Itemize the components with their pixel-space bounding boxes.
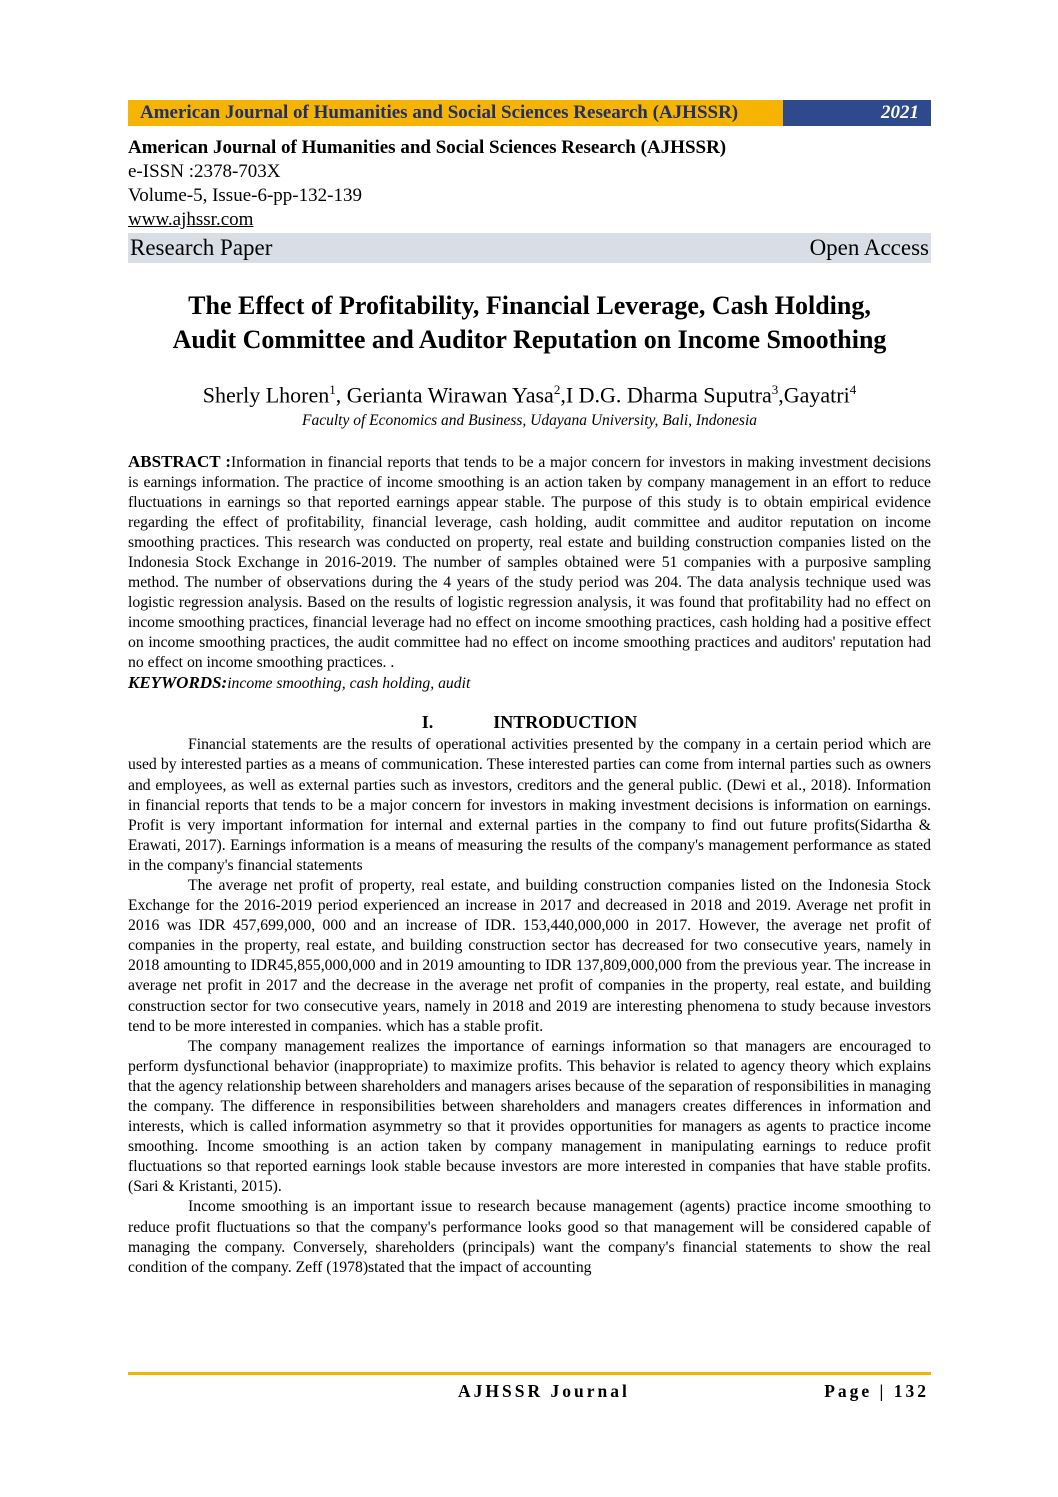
paper-type: Research Paper (130, 235, 273, 260)
paragraph: The average net profit of property, real estate, and building construction companies listed on the Indonesia Stock Exchange for the 2016-2019 period experienced an increase in 2017 and decreased in 2018 and 2019. Average net profit in 2016 was IDR 457,699,000, 000 and an increase of IDR. 153,440,000,000 in 2017. However, the average net profit of companies in the property, real estate, and building construction sector has decreased for two consecutive years, namely in 2018 amounting to IDR45,855,000,000 and in 2019 amounting to IDR 137,809,000,000 from the previous year. The increase in average net profit in 2017 and the decrease in the average net profit of companies in the property, real estate, and building construction sector for two consecutive years, namely in 2018 and 2019 are interesting phenomena to study because investors tend to be more interested in companies. which has a stable profit. (128, 876, 931, 1035)
journal-name: American Journal of Humanities and Social Sciences Research (AJHSSR) (128, 137, 727, 158)
paper-type-bar (128, 233, 931, 263)
affiliation: Faculty of Economics and Business, Udayana University, Bali, Indonesia (301, 412, 758, 430)
keywords-text: income smoothing, cash holding, audit (227, 675, 471, 693)
section-title: INTRODUCTION (493, 712, 638, 733)
author-superscript: 2 (553, 382, 561, 397)
abstract (128, 452, 931, 673)
running-header (128, 100, 931, 126)
paragraph: Income smoothing is an important issue to research because management (agents) practice income smoothing to reduce profit fluctuations so that the company's performance looks good so that management will be considered capable of managing the company. Conversely, shareholders (principals) want the company's financial statements to show the real condition of the company. Zeff (1978)stated that the impact of accounting (128, 1198, 931, 1276)
keywords (128, 673, 931, 694)
author-separator: , (778, 382, 784, 408)
author-separator: , (335, 382, 347, 408)
keywords-label: KEYWORDS: (128, 673, 228, 693)
author-name: Gayatri (783, 382, 850, 408)
author-list (128, 377, 931, 408)
paragraph: The company management realizes the importance of earnings information so that managers are encouraged to perform dysfunctional behavior (inappropriate) to maximize profits. This behavior is related to agency theory which explains that the agency relationship between shareholders and managers arises because of the separation of responsibilities in managing the company. The difference in responsibilities between shareholders and managers creates differences in information and interests, which is called information asymmetry so that it provides opportunities for managers as agents to practice income smoothing. Income smoothing is an action taken by company management in manipulating earnings to reduce profit fluctuations so that reported earnings look stable because investors are more interested in companies that have stable profits.(Sari & Kristanti, 2015). (128, 1037, 931, 1196)
page-footer (128, 1372, 931, 1401)
abstract-text: Information in financial reports that tends to be a major concern for investors in making investment decisions is earnings information. The practice of income smoothing is an action taken by company management in an effort to reduce fluctuations in earnings so that reported earnings appear stable. The purpose of this study is to obtain empirical evidence regarding the effect of profitability, financial leverage, cash holding, audit committee and auditor reputation on income smoothing practices. This research was conducted on property, real estate and building construction companies listed on the Indonesia Stock Exchange in 2016-2019. The number of samples obtained were 51 companies with a purposive sampling method. The number of observations during the 4 years of the study period was 204. The data analysis technique used was logistic regression analysis. Based on the results of logistic regression analysis, it was found that profitability had no effect on income smoothing practices, financial leverage had no effect on income smoothing practices, cash holding had a positive effect on income smoothing practices, the audit committee had no effect on income smoothing practices and auditors' reputation had no effect on income smoothing practices. . (128, 454, 931, 672)
running-header-journal: American Journal of Humanities and Social Sciences Research (AJHSSR) (128, 100, 783, 126)
journal-url-link[interactable]: www.ajhssr.com (128, 209, 254, 230)
author-superscript: 3 (771, 382, 779, 397)
section-heading (128, 712, 931, 733)
volume-issue: Volume-5, Issue-6-pp-132-139 (128, 185, 362, 206)
paragraph: Financial statements are the results of operational activities presented by the company in a certain period which are used by interested parties as a means of communication. These interested parties can come from internal parties such as owners and employees, as well as external parties such as investors, creditors and the general public. (Dewi et al., 2018). Information in financial reports that tends to be a major concern for investors in making investment decisions is information on earnings. Profit is very important information for internal and external parties in the company to find out future profits(Sidartha & Erawati, 2017). Earnings information is a means of measuring the results of the company's management performance as stated in the company's financial statements (128, 736, 931, 874)
running-header-year: 2021 (783, 100, 931, 126)
abstract-label: ABSTRACT : (128, 452, 232, 472)
author-name: Gerianta Wirawan Yasa (346, 382, 554, 408)
journal-meta (128, 136, 931, 232)
author-superscript: 1 (329, 382, 336, 397)
access-type: Open Access (809, 235, 929, 260)
issn: e-ISSN :2378-703X (128, 161, 281, 182)
author-separator: , (560, 382, 566, 408)
paper-title (128, 289, 931, 357)
section-number: I. (421, 712, 434, 733)
author-name: Sherly Lhoren (202, 382, 330, 408)
paper-page (128, 100, 931, 1278)
footer-journal: AJHSSR Journal (458, 1381, 630, 1401)
author-name: I D.G. Dharma Suputra (565, 382, 772, 408)
title-line-2: Audit Committee and Auditor Reputation on Income Smoothing (172, 325, 887, 354)
introduction-body (128, 735, 931, 1278)
title-line-1: The Effect of Profitability, Financial Leverage, Cash Holding, (188, 291, 871, 320)
page-number: Page | 132 (824, 1381, 929, 1401)
author-superscript: 4 (849, 382, 857, 397)
